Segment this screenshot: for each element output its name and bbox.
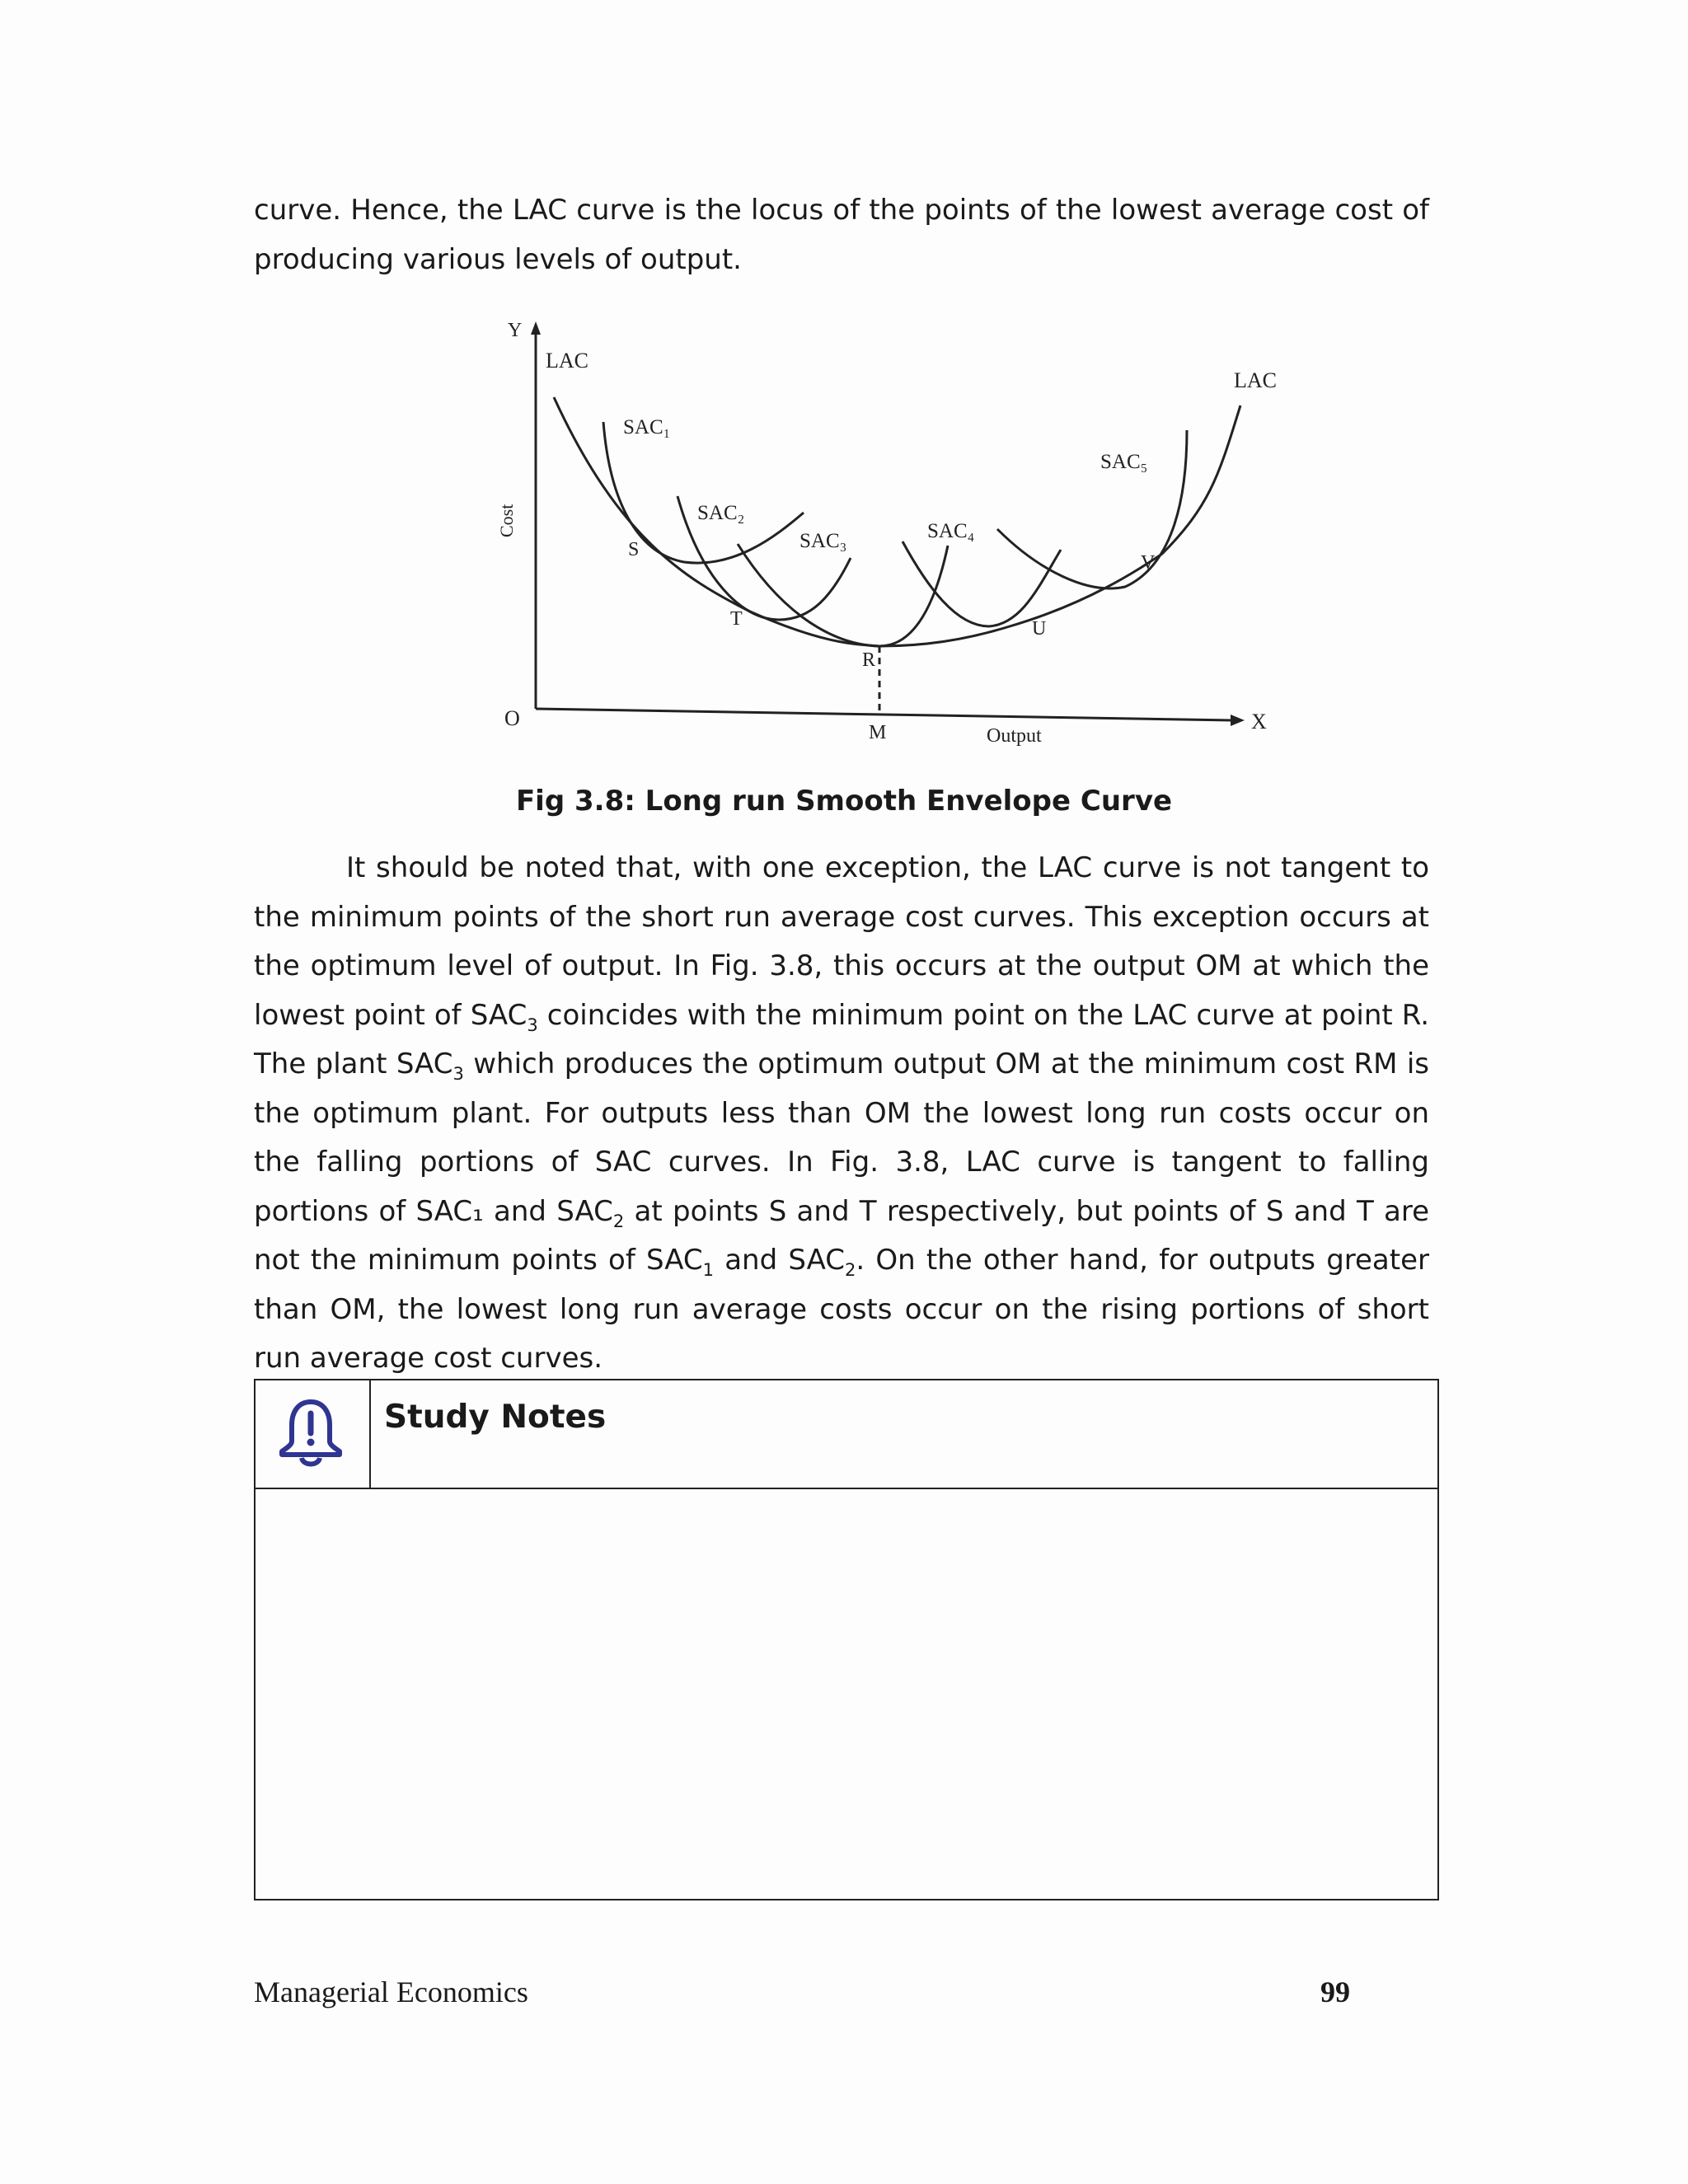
sac3-label: SAC₃ — [799, 530, 847, 552]
body-text-3: which produces the optimum output OM at the minimum cost RM is the optimum plant. For outputs less than OM the lowest long run costs occur on the falling portions of SAC curves. In Fig. 3.8, LAC curve is tangent to falling portions of SAC₁ and SAC — [254, 1047, 1429, 1228]
study-notes-box — [254, 1379, 1439, 1900]
body-text-4: at points S and T respectively, but points of S and T are not the minimum points of SAC — [254, 1194, 1429, 1277]
y-axis-arrow — [531, 321, 541, 335]
body-text-5: and SAC — [714, 1244, 845, 1277]
cost-axis-label: Cost — [496, 504, 517, 537]
bell-alert-icon — [274, 1395, 348, 1469]
sac1-label: SAC₁ — [623, 416, 671, 438]
lac-left-label: LAC — [546, 349, 588, 373]
point-s-label: S — [628, 539, 640, 560]
envelope-curve-diagram — [495, 307, 1286, 765]
subscript-5: 2 — [845, 1259, 856, 1280]
point-t-label: T — [730, 608, 743, 630]
point-m-label: M — [869, 722, 887, 743]
intro-paragraph: curve. Hence, the LAC curve is the locus of the points of the lowest average cost of producing various levels of output. — [254, 194, 1429, 276]
x-axis-line — [536, 709, 1232, 720]
x-axis-arrow — [1231, 715, 1245, 726]
study-notes-header — [256, 1380, 1437, 1489]
sac3-curve — [738, 544, 948, 646]
sac4-curve — [903, 541, 1061, 626]
subscript-2: 3 — [452, 1063, 464, 1084]
sac4-label: SAC₄ — [927, 520, 975, 542]
point-r-label: R — [862, 649, 876, 671]
subscript-1: 3 — [527, 1015, 538, 1035]
envelope-curve-figure — [495, 307, 1286, 765]
body-paragraph — [254, 844, 1429, 1384]
output-axis-label: Output — [987, 725, 1042, 747]
study-notes-writing-area[interactable] — [256, 1489, 1437, 1899]
subscript-4: 1 — [702, 1259, 715, 1280]
subscript-3: 2 — [612, 1211, 625, 1231]
footer-book-title: Managerial Economics — [254, 1975, 528, 2008]
body-text-2: coincides with the minimum point on the LAC curve at point R. The plant SAC — [254, 998, 1429, 1080]
sac2-label: SAC₂ — [697, 502, 745, 524]
point-u-label: U — [1032, 618, 1047, 640]
y-axis-label: Y — [508, 320, 523, 341]
origin-label: O — [504, 706, 520, 730]
study-notes-title: Study Notes — [384, 1399, 607, 1436]
figure-caption: Fig 3.8: Long run Smooth Envelope Curve — [515, 785, 1173, 818]
lac-right-label: LAC — [1234, 368, 1277, 392]
study-notes-icon-cell — [256, 1380, 371, 1488]
sac5-curve — [997, 430, 1187, 588]
body-text-6: . On the other hand, for outputs greater than OM, the lowest long run average costs occur on the rising portions of short run average cost curves. — [254, 1244, 1429, 1375]
x-axis-label: X — [1251, 710, 1267, 733]
point-v-label: V — [1141, 552, 1156, 574]
body-text-1: It should be noted that, with one exception, the LAC curve is not tangent to the minimum points of the short run average cost curves. This exception occurs at the optimum level of output. In Fig. 3.8, this occurs at the output OM at which the lowest point of SAC — [254, 851, 1429, 1032]
sac5-label: SAC₅ — [1100, 451, 1148, 473]
footer-page-number: 99 — [1320, 1975, 1350, 2008]
